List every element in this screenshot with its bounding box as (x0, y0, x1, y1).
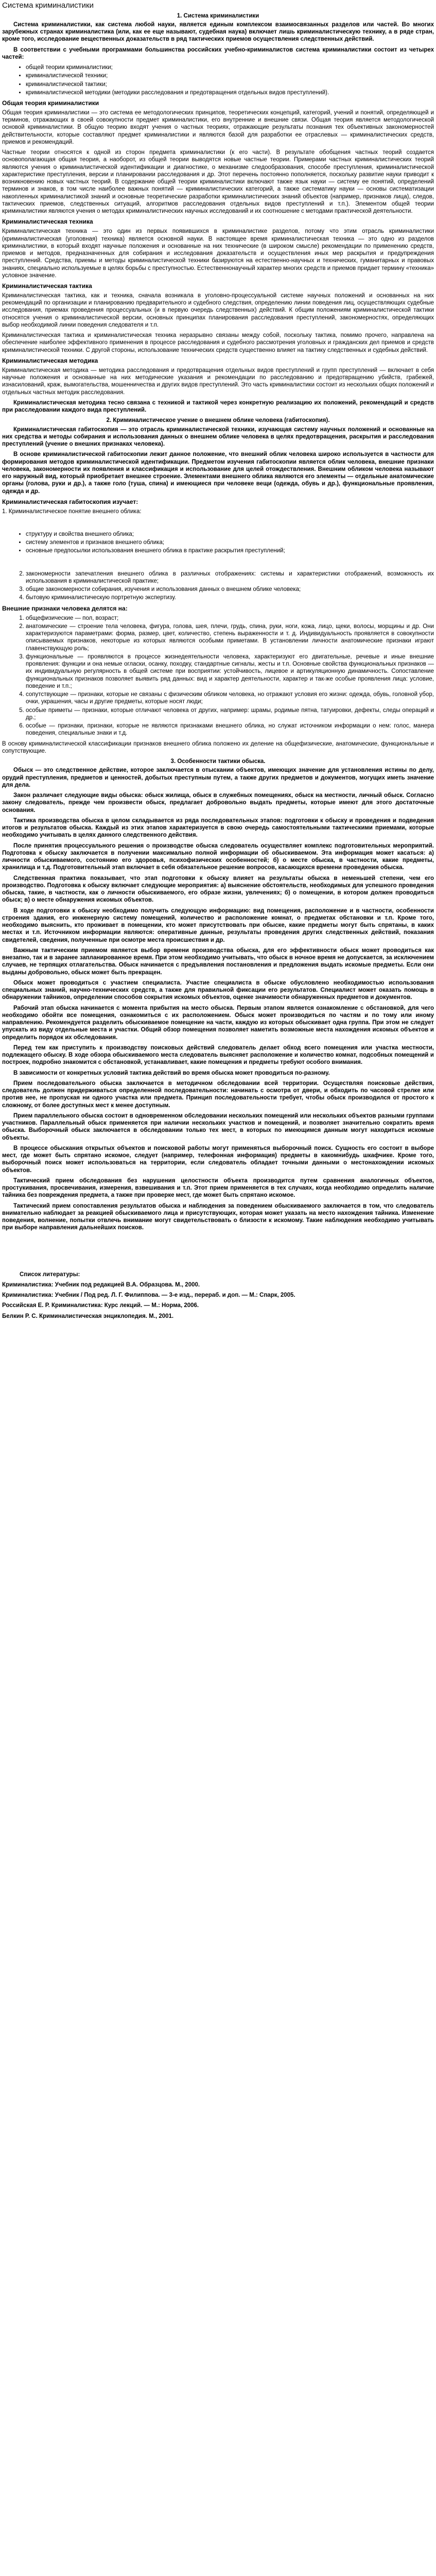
paragraph: Общая теория криминалистики — это система ее методологических принципов, теоретических концепций, категорий, учений и понятий, определяющей и терминов, отражающих в своей совокупности предмет криминалистики, его внутренние и внешние связи. Общая теория является методологической основой криминалистики. В общую теорию входят учения о частных теориях, отражающие результаты познания тех объективных закономерностей действительности, которые составляют предмет криминалистики и являются базой для разработки ее отраслевых — криминалистических средств, приемов и рекомендаций. (2, 109, 434, 145)
section-1-intro: Система криминалистики, как система любой науки, является единым комплексом взаимосвязанных разделов или частей. Во многих зарубежных странах криминалистика (или, как ее еще называют, судебная наука) включает лишь криминалистическую технику, а в ряде стран, кроме того, исследование вещественных доказательств в ряд тактических приемов осуществления следственных действий. (2, 21, 434, 43)
gabitoscopy-numbered (2, 570, 434, 602)
paragraph: Криминалистическая техника — это один из первых появившихся в криминалистике разделов, потому что этим отрасль криминалистики (криминалистическая (уголовная) техника) является основной науки. В настоящее время криминалистическая техника — это одно из разделов криминалистики, в который входят научные положения и основанные на них технические (в широком смысле) рекомендации по применению средств, приемов и методов, предназначенных для собирания и исследования доказательств и осуществления иных мер раскрытия и предупреждения преступлений. Средства, приемы и методы криминалистической техники базируются на естественно-научных и технических, гуманитарных и правовых знаниях, специально используемые в целях борьбы с преступностью. Естественнонаучный характер многих средств и приемов придает термину «техника» условное значение. (2, 228, 434, 279)
paragraph: Криминалистическая габитоскопия — это отрасль криминалистической техники, изучающая систему научных положений и основанные на них средства и методы собирания и использования данных о внешнем облике человека в целях предотвращения, раскрытия и расследования преступлений (учение о внешних признаках человека). (2, 426, 434, 448)
paragraph: Тактический прием обследования без нарушения целостности объекта производится путем сравнения аналогичных объектов, простукивания, просвечивания, измерения, взвешивания и т.п. Этот прием применяется в тех случаях, когда необходимо определить наличие тайника без повреждения предмета, а также при проверке мест, где может быть спрятано искомое. (2, 1177, 434, 1199)
list-item: 2. анатомические — строение тела человека, фигура, голова, шея, плечи, грудь, спина, руки, ноги, кожа, лицо, щеки, волосы, морщины и др. Они характеризуются параметрами: форма, размер, цвет, количество, степень выраженности и т. д. Индивидуальность проявляется в совокупности описываемых признаков, некоторые из которых являются особыми приметами. В установлении личности анатомические признаки играют главенствующую роль; (26, 623, 434, 652)
references-heading: Список литературы: (20, 1271, 80, 1278)
spacer (2, 518, 434, 530)
reference-item: Криминалистика: Учебник под редакцией В.А. Образцова. М., 2000. (2, 1281, 200, 1288)
list-item: 5. особые приметы — признаки, которые отличают человека от других, например: шрамы, родимые пятна, татуировки, дефекты, следы операций и др.; (26, 707, 434, 722)
system-parts-list (2, 64, 434, 96)
gabitoscopy-heading: Криминалистическая габитоскопия изучает: (2, 498, 138, 505)
list-item: 2. закономерности запечатления внешнего облика в различных отображениях: системы и характеристики отображений, возможность их использования в криминалистической практике; (26, 570, 434, 585)
list-item: • криминалистической методики (методики расследования и предотвращения отдельных видов преступлений). (26, 89, 434, 96)
list-item: • общей теории криминалистики; (26, 64, 434, 71)
paragraph: В процессе обыскания открытых объектов и поисковой работы могут применяться выборочный поиск. Сущность его состоит в выборе мест, где может быть спрятано искомое, следует (например, телефонная информация) предметы в какомнибудь шкафчике. Кроме того, выборочный поиск может использоваться на территории, если следователь обладает точными данными о местонахождении искомых объектов. (2, 1145, 434, 1174)
paragraph: Криминалистическая методика — методика расследования и предотвращения отдельных видов преступлений и групп преступлений — включает в себя научные положения и основанные на них методические указания и рекомендации по расследованию и предотвращению убийств, грабежей, изнасилований, краж, вымогательства, мошенничества и других видов преступлений. Это часть криминалистики состоит из нескольких общих положений и отдельных частных методик расследования. (2, 367, 434, 396)
list-item: • криминалистической техники; (26, 72, 434, 79)
section-1-title: 1. Система криминалистики (177, 12, 259, 19)
list-item: • основные предпосылки использования внешнего облика в практике раскрытия преступлений; (26, 547, 434, 554)
paragraph: Тактический прием сопоставления результатов обыска и наблюдения за поведением обыскиваемого заключается в том, что следователь внимательно наблюдает за реакцией обыскиваемого лица и присутствующих, которая может указать на место нахождения тайника. Изменение поведения, волнение, попытки отвлечь внимание могут свидетельствовать о близости к искомому. Такие наблюдения необходимо учитывать при выборе направления дальнейших поисков. (2, 1202, 434, 1231)
paragraph: В основу криминалистической классификации признаков внешнего облика положено их деление на общефизические, анатомические, функциональные и сопутствующие. (2, 740, 434, 754)
paragraph: 1. Криминалистическое понятие внешнего облика: (2, 508, 142, 515)
reference-item: Российская Е. Р. Криминалистика: Курс лекций. — М.: Норма, 2006. (2, 1302, 199, 1309)
tactics-heading: Криминалистическая тактика (2, 282, 92, 290)
paragraph: Рабочий этап обыска начинается с момента прибытия на место обыска. Первым этапом является ознакомление с обстановкой, для чего необходимо обойти все помещения, ознакомиться с их расположением. Обыск может производиться по частям и по тому или иному направлению. Рекомендуется разделить обыскиваемое помещение на части, каждую из которых обыскивает одна группа. При этом не следует упускать из виду отдельные места и участки. Общий обзор помещения позволяет наметить возможные места нахождения искомых объектов и определить порядок их обследования. (2, 1005, 434, 1041)
paragraph: Криминалистическая методика тесно связана с техникой и тактикой через конкретную реализацию их положений, рекомендаций и средств при расследовании каждого вида преступлений. (2, 399, 434, 414)
paragraph: Следственная практика показывает, что этап подготовки к обыску влияет на результаты обыска в неменьшей степени, чем его производство. Подготовка к обыску включает следующие мероприятия: а) выяснение обстоятельств, необходимых для успешного проведения обыска, такие, в частности, как о личности обыскиваемого, его образе жизни, увлечениях; б) о помещении, в котором должен проводиться обыск; в) о месте обнаружения искомых объектов. (2, 875, 434, 904)
list-item: 3. функциональные — проявляются в процессе жизнедеятельности человека, характеризуют его двигательные, речевые и иные внешние проявления: функции и она немые огласки, осанку, походку, стандартные сигналы, жесты и т.п. Основные свойства функциональных признаков — их индивидуальную регулярность в общей системе при восприятии: устойчивость, лицевое и артикуляционную динамичность. Сопоставление функциональных признаков позволяет выявить ряд данных: вид и характер деятельности, характер и так-же особые проявления лица: условие, поведение и т.п.; (26, 653, 434, 690)
list-item: • структуру и свойства внешнего облика; (26, 531, 434, 538)
paragraph: Тактика производства обыска в целом складывается из ряда последовательных этапов: подготовки к обыску и проведения и подведения итогов и результатов обыска. Каждый из этих этапов характеризуется в свою очередь самостоятельными тактическими приемами, которые необходимо учитывать в целях данного следственного действия. (2, 817, 434, 839)
paragraph: Закон различает следующие виды обыска: обыск жилища, обыск в служебных помещениях, обыск на местности, личный обыск. Согласно закону следователь, прежде чем произвести обыск, предлагает добровольно выдать предметы, которые имеют для этого достаточные основания. (2, 792, 434, 814)
spacer (2, 558, 434, 569)
list-item: 1. общефизические — пол, возраст; (26, 615, 434, 622)
reference-item: Белкин Р. С. Криминалистическая энциклопедия. М., 2001. (2, 1313, 174, 1319)
page-title: Система криминалистики (2, 1, 94, 10)
external-signs-list (2, 615, 434, 737)
paragraph: Прием последовательного обыска заключается в методичном обследовании всей территории. Осуществляя поисковые действия, следователь должен придерживаться определенной последовательности: начинать с осмотра от двери, и обходить по часовой стрелке или против нее, не пропуская ни одного участка или предмета. Принцип последовательности требует, чтобы обыск производился от простого к сложному, от более доступных мест к менее доступным. (2, 1080, 434, 1109)
section-1-paragraph: В соответствии с учебными программами большинства российских учебно-криминалистов система криминалистики состоит из четырех частей: (2, 46, 434, 60)
paragraph: В основе криминалистической габитоскопии лежит данное положение, что внешний облик человека широко используется в частности для формирования методов криминалистической идентификации. Предметом изучения габитоскопии является облик человека, внешние признаки человека, закономерности их появления и классификация и использование для целей отождествления. Внешним обликом человека называют его наружный вид, который приобретает внешнее строение. Элементами внешнего облика являются его элементы — отдельные анатомические органы (голова, руки и др.), а также голо (туша, спина) и имеющиеся при человеке вещи (одежда, обувь и др.), функциональные проявления, одежда и др. (2, 451, 434, 495)
list-item: 3. общие закономерности собирания, изучения и использования данных о внешнем облике человека; (26, 586, 434, 593)
paragraph: В зависимости от конкретных условий тактика действий во время обыска может проводиться по-разному. (13, 1070, 330, 1076)
section-3-title: 3. Особенности тактики обыска. (170, 758, 266, 765)
external-signs-heading: Внешние признаки человека делятся на: (2, 604, 128, 612)
general-theory-heading: Общая теория криминалистики (2, 99, 99, 107)
technique-heading: Криминалистическая техника (2, 218, 93, 226)
reference-item: Криминалистика: Учебник / Под ред. Л. Г. Филиппова. — 3-е изд., перераб. и доп. — М.: Спарк, 2005. (2, 1292, 295, 1299)
paragraph: Частные теории относятся к одной из сторон предмета криминалистики (к его части). В результате обобщения частных теорий создается основополагающая общая теория, а наоборот, из общей теории выводятся новые частные теории. Примерами частных криминалистических теорий являются учения о криминалистической идентификации и диагностике, о механизме следообразования, способе преступления, криминалистической характеристике преступления, версии и планировании расследования и др. Этот перечень постоянно пополняется, поскольку развитие науки приводит к возникновению новых частных теорий. В содержание общей теории криминалистики включают также язык науки — систему ее понятий, определений терминов и знаков, в том числе наиболее важных понятий — криминалистических категорий, а также систематику науки — основы систематизации накопленных криминалистикой знаний и основные теоретические разработки криминалистических знаний объектов (например, признаков лица), следов, тактических приемов, следственных ситуаций, алгоритмов расследования отдельных видов преступлений и т.п.). Элементом общей теории криминалистики являются учения о методах криминалистических научных исследований и их соотношение с методами практической деятельности. (2, 149, 434, 215)
paragraph: Важным тактическим приемом является выбор времени производства обыска, для его эффективности обыск может проводиться как внезапно, так и в заранее запланированное время. При этом необходимо учитывать, что обыск в ночное время не допускается, за исключением случаев, не терпящих отлагательства. Обыск начинается с предъявления постановления и предложения выдать искомые предметы. Если они выданы добровольно, обыск может быть прекращен. (2, 947, 434, 976)
paragraph: Перед тем как приступить к производству поисковых действий следователь делает обход всего помещения или участка местности, подлежащего обыску. В ходе обзора обыскиваемого места следователь выясняет расположение и количество комнат, подсобных помещений и построек, подробно знакомится с обстановкой, устанавливает, какие помещения и предметы требуют особого внимания. (2, 1044, 434, 1066)
gabitoscopy-bullets (2, 531, 434, 555)
spacer (2, 1235, 434, 1271)
paragraph: Прием параллельного обыска состоит в одновременном обследовании нескольких помещений или нескольких объектов разными группами участников. Параллельный обыск применяется при наличии нескольких участков и помещений, и позволяет значительно сократить время обыска. Выборочный обыск заключается в обследовании только тех мест, в которых по имеющимся данным могут находиться искомые объекты. (2, 1112, 434, 1141)
references (2, 1271, 434, 1320)
list-item: 4. сопутствующие — признаки, которые не связаны с физическим обликом человека, но отражают условия его жизни: одежда, обувь, головной убор, очки, украшения, часы и другие предметы, которые носят люди; (26, 691, 434, 706)
paragraph: Криминалистическая тактика и криминалистическая техника неразрывно связаны между собой, поскольку тактика, помимо прочего, направлена на обеспечение наиболее эффективного применения в процессе расследования и судебного рассмотрения уголовных и гражданских дел приемов и средств криминалистической техники. С другой стороны, использование технических средств существенно влияет на тактику следственных и судебных действий. (2, 332, 434, 353)
list-item: 4. бытовую криминалистическую портретную экспертизу. (26, 594, 434, 601)
paragraph: Обыск может проводиться с участием специалиста. Участие специалиста в обыске обусловлено необходимостью использования специальных знаний, научно-технических средств, а также для правильной фиксации его результатов. Специалист может оказать помощь в обнаружении тайников, определении способов сокрытия искомых объектов, оценке значимости обнаруженных предметов и документов. (2, 979, 434, 1001)
paragraph: В ходе подготовки к обыску необходимо получить следующую информацию: вид помещения, расположение и в частности, особенности строения здания, его инженерную систему помещений, количество и расположение комнат, о предметах обстановки и т.п. Кроме того, необходимо выяснить, кто проживает в помещении, кто может присутствовать при обыске, какие предметы могут быть спрятаны, в каких местах и т.п. Источником информации являются: оперативные данные, результаты проведения других следственных действий, показания свидетелей, сведения, полученные при осмотре места происшествия и др. (2, 907, 434, 943)
paragraph: После принятия процессуального решения о производстве обыска следователь осуществляет комплекс подготовительных мероприятий. Подготовка к обыску заключается в получении максимально полной информации об обыскиваемом. Эта информация может касаться: а) личности обыскиваемого, состоянию его здоровья, психофизических особенностей; б) о месте обыска, в частности, какие предметы, хранилища и т.д. Подготовительный этап включает в себя обязательное решение вопросов, касающихся времени проведения обыска. (2, 842, 434, 871)
list-item: • криминалистической тактики; (26, 81, 434, 88)
list-item: 6. особые — признаки, признаки, которые не являются признаками внешнего облика, но служат источником информации о нем: голос, манера поведения, специальные знаки и т.д. (26, 722, 434, 737)
paragraph: Криминалистическая тактика, как и техника, сначала возникала в уголовно-процессуальной системе научных положений и основанных на них рекомендаций по организации и планированию предварительного и судебного следствия, определению линии поведения лиц, осуществляющих судебные исследования, приемах проведения процессуальных (и в первую очередь следственных) действий. К общим положениям криминалистической тактики относятся учения о криминалистической версии, основных принципах планирования расследования преступлений, закономерностях, определяющих выбор необходимой линии поведения следователя и т.п. (2, 292, 434, 328)
section-2-title: 2. Криминалистическое учение о внешнем облике человека (габитоскопия). (106, 417, 330, 424)
list-item: • систему элементов и признаков внешнего облика; (26, 539, 434, 546)
paragraph: Обыск — это следственное действие, которое заключается в отыскании объектов, имеющих значение для установления истины по делу, орудий преступления, предметов и ценностей, добытых преступным путем, а также других предметов и документов, могущих иметь значение для дела. (2, 767, 434, 788)
methodics-heading: Криминалистическая методика (2, 357, 98, 364)
